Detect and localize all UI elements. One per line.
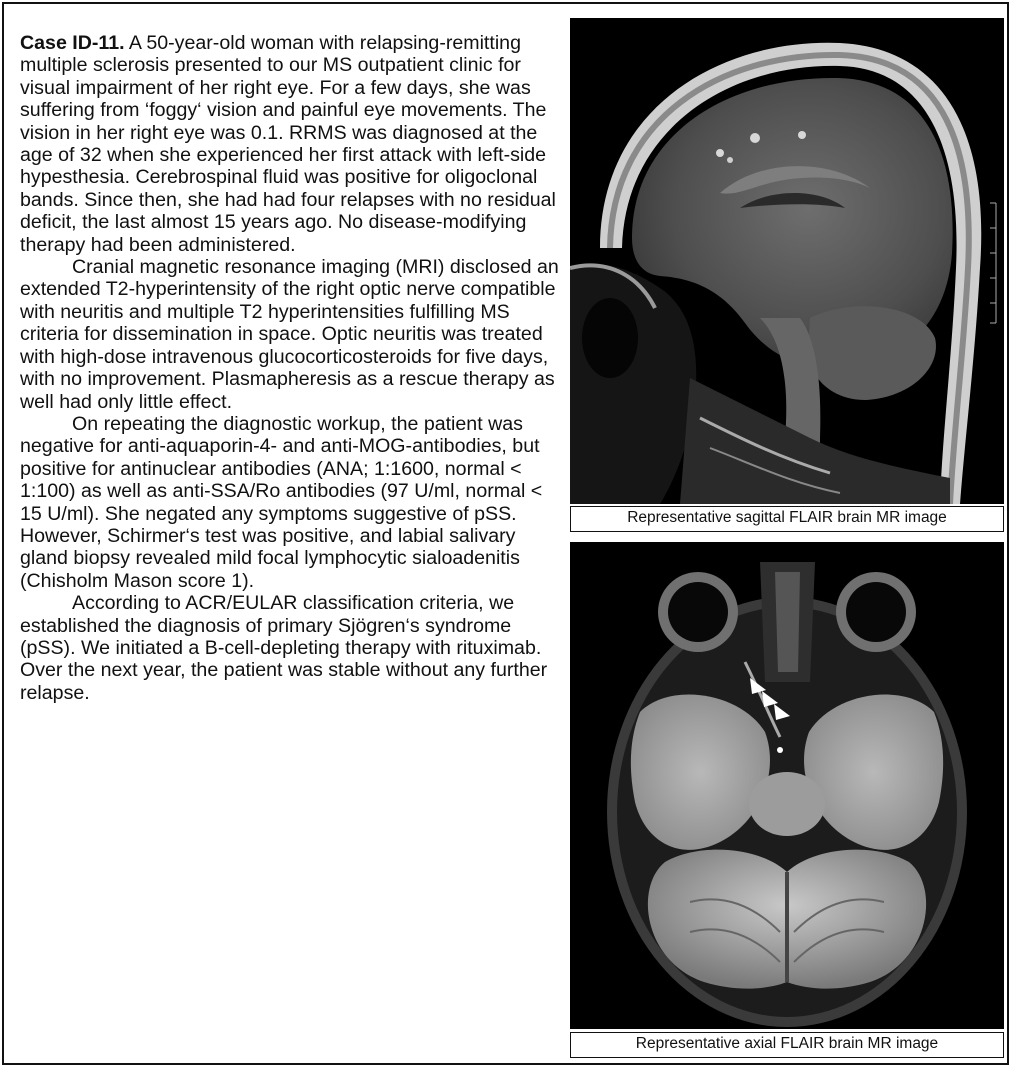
- axial-image-caption: Representative axial FLAIR brain MR image: [570, 1032, 1004, 1058]
- paragraph-2: Cranial magnetic resonance imaging (MRI) disclosed an extended T2-hyperintensity of the right optic nerve compatible with neuritis and multiple T2 hyperintensities fulfilling MS criteria for dissemination in space. Optic neuritis was treated with high-dose intravenous glucocorticosteroids for five days, with no improvement. Plasmapheresis as a rescue therapy as well had only little effect.: [20, 256, 559, 413]
- sagittal-image-caption: Representative sagittal FLAIR brain MR image: [570, 506, 1004, 532]
- paragraph-1: [20, 32, 565, 256]
- axial-mr-drawing: [570, 542, 1004, 1029]
- sagittal-mr-drawing: [570, 18, 1004, 504]
- paragraph-4: According to ACR/EULAR classification criteria, we established the diagnosis of primary Sjögren‘s syndrome (pSS). We initiated a B-cell-depleting therapy with rituximab. Over the next year, the patient was stable without any further relapse.: [20, 592, 548, 704]
- case-panel: [2, 2, 1009, 1065]
- sagittal-mr-image: [570, 18, 1004, 504]
- case-text: [20, 32, 565, 704]
- paragraph-3: On repeating the diagnostic workup, the patient was negative for anti-aquaporin-4- and anti-MOG-antibodies, but positive for antinuclear antibodies (ANA; 1:1600, normal < 1:100) as well as anti-SSA/Ro antibodies (97 U/ml, normal < 15 U/ml). She negated any symptoms suggestive of pSS. However, Schirmer‘s test was positive, and labial salivary gland biopsy revealed mild focal lymphocytic sialoadenitis (Chisholm Mason score 1).: [20, 412, 543, 592]
- case-id-label: Case ID-11.: [20, 32, 125, 54]
- axial-mr-image: [570, 542, 1004, 1029]
- paragraph-1-text: A 50-year-old woman with relapsing-remitting multiple sclerosis presented to our MS outpatient clinic for visual impairment of her right eye. For a few days, she was suffering from ‘foggy‘ vision and painful eye movements. The vision in her right eye was 0.1. RRMS was diagnosed at the age of 32 when she experienced her first attack with left-side hypesthesia. Cerebrospinal fluid was positive for oligoclonal bands. Since then, she had had four relapses with no residual deficit, the last almost 15 years ago. No disease-modifying therapy had been administered.: [20, 32, 556, 256]
